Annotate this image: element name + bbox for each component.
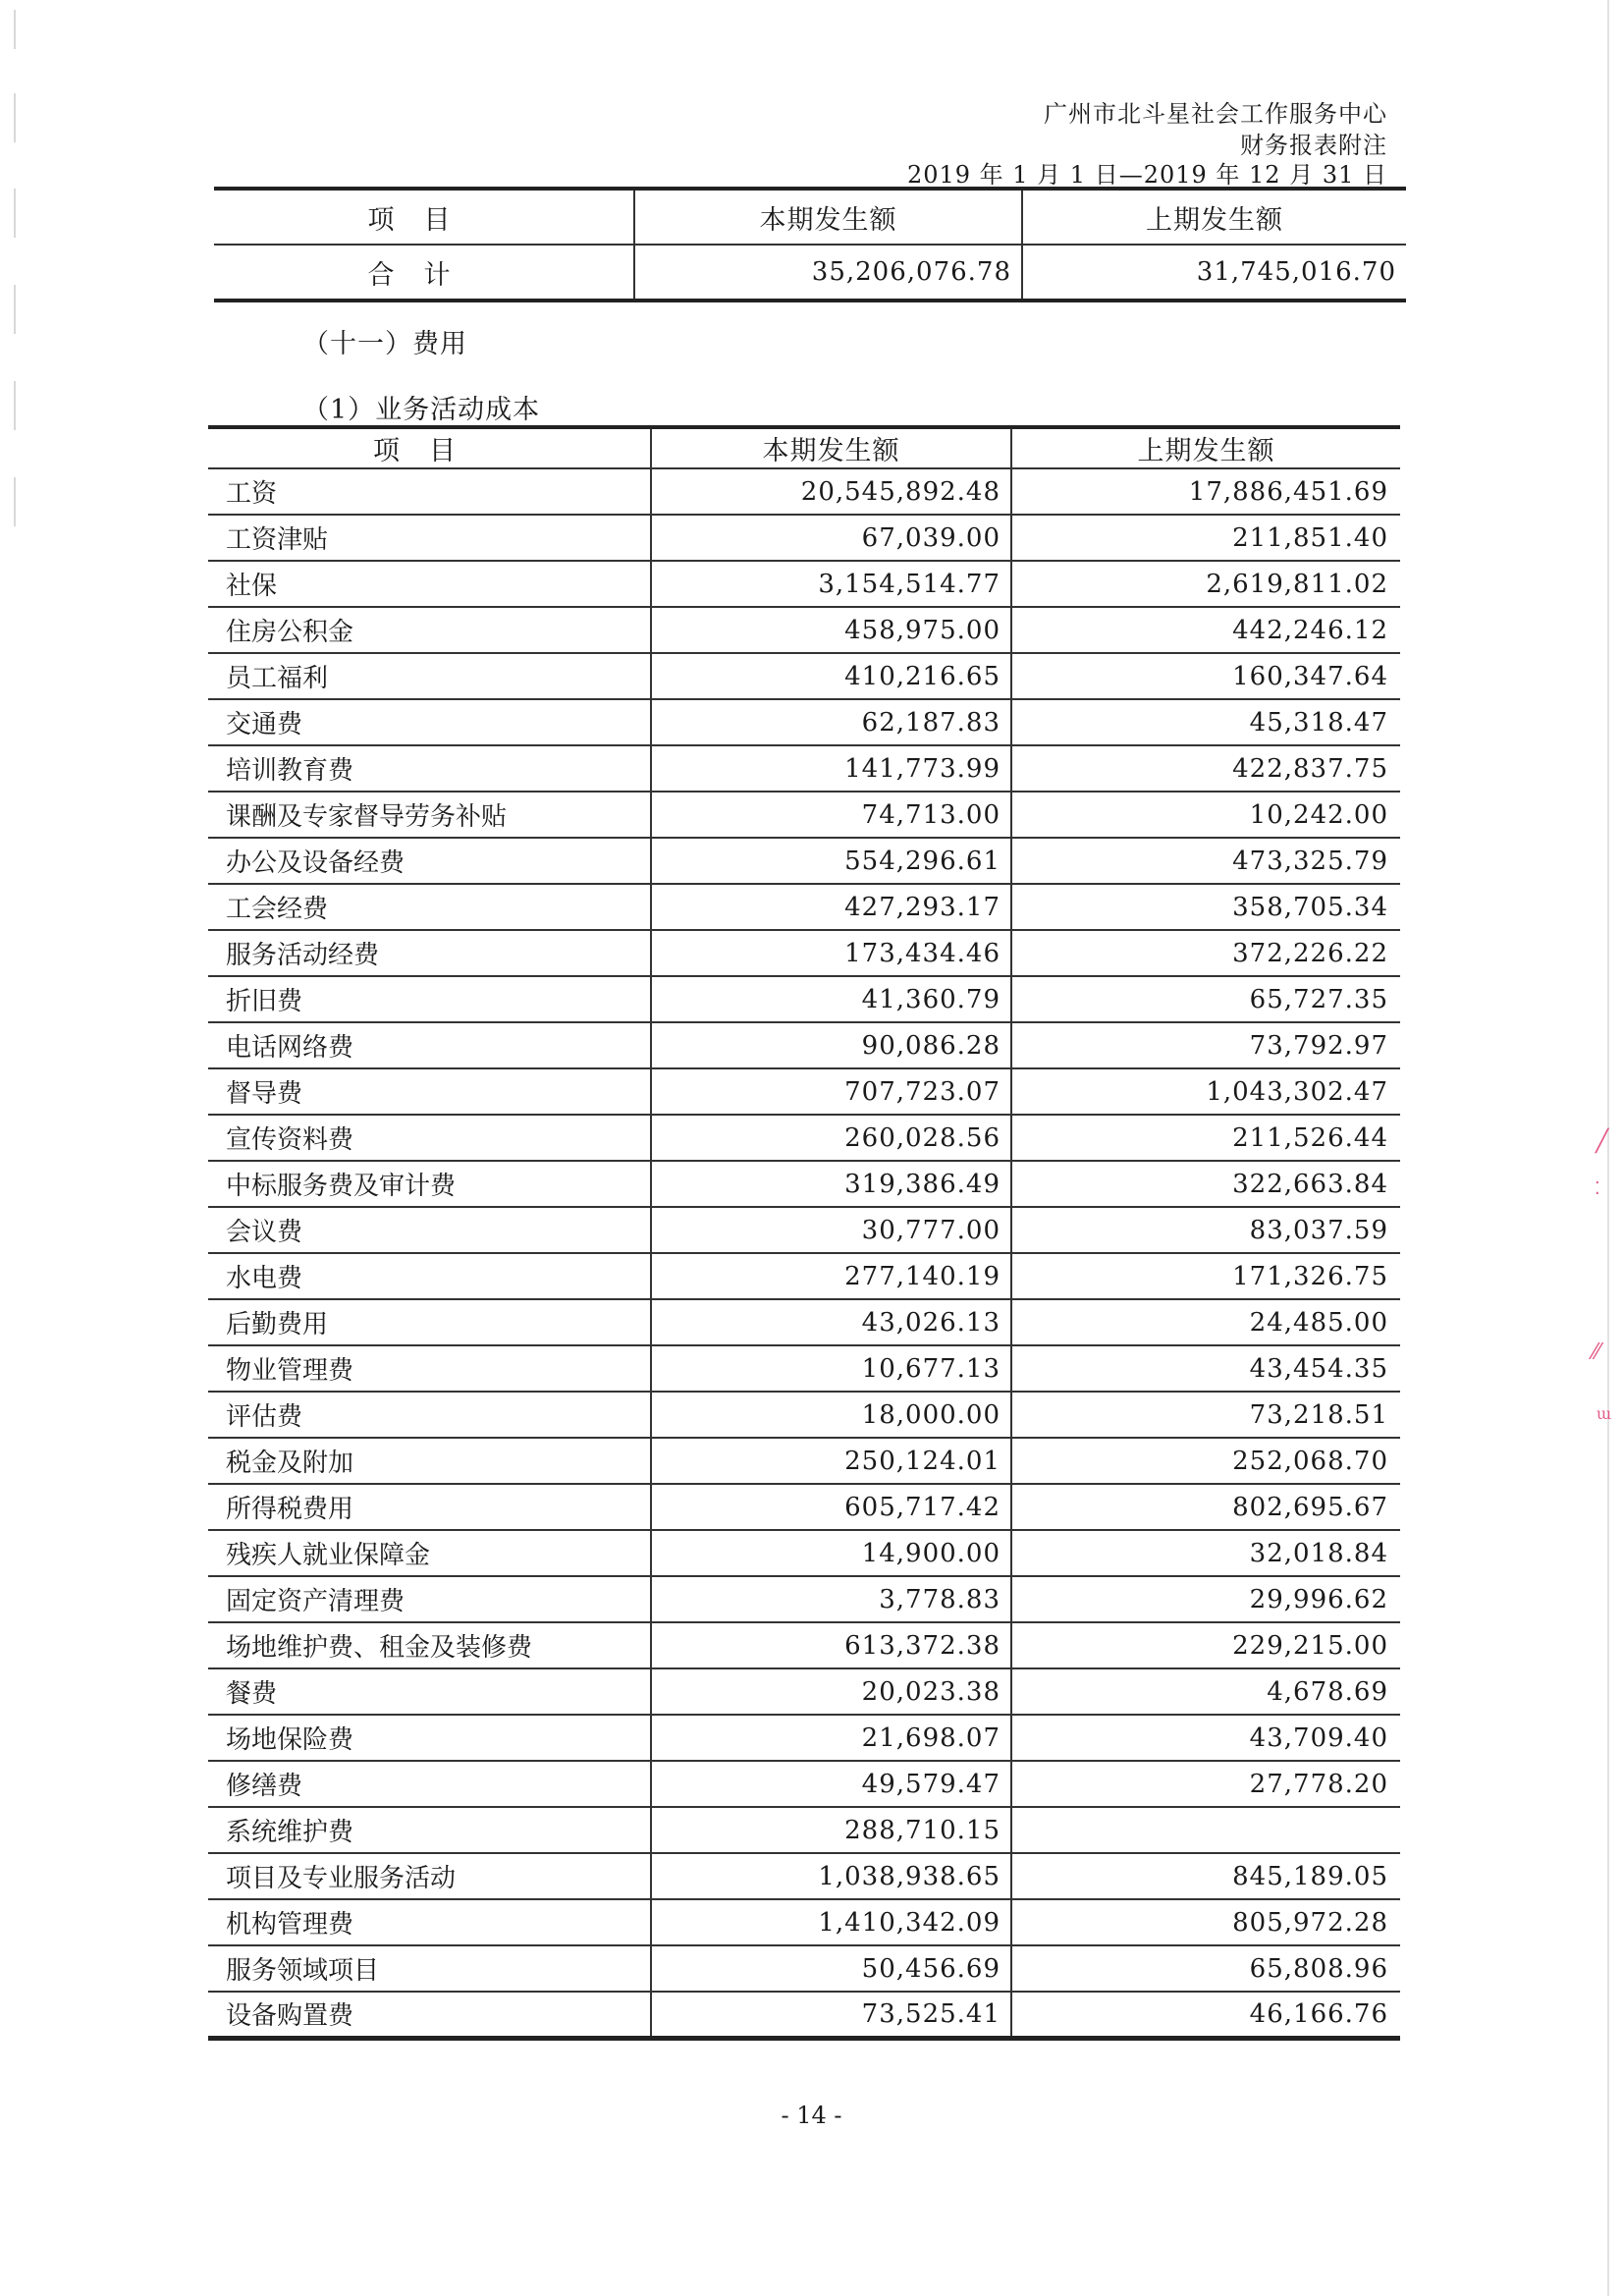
row-previous-amount: 24,485.00 [1011, 1299, 1400, 1345]
table-row [208, 838, 1400, 884]
row-current-amount: 41,360.79 [651, 976, 1011, 1022]
table-row [208, 1807, 1400, 1853]
row-current-amount: 73,525.41 [651, 1992, 1011, 2038]
scan-artifact [14, 10, 16, 49]
row-previous-amount: 422,837.75 [1011, 745, 1400, 792]
row-current-amount: 50,456.69 [651, 1945, 1011, 1992]
column-header-current: 本期发生额 [651, 427, 1011, 468]
row-current-amount: 18,000.00 [651, 1392, 1011, 1438]
row-item-label: 交通费 [208, 699, 651, 745]
seal-stamp-fragment: ⁚ [1595, 1178, 1600, 1199]
row-current-amount: 707,723.07 [651, 1068, 1011, 1115]
row-current-amount: 141,773.99 [651, 745, 1011, 792]
row-current-amount: 3,778.83 [651, 1576, 1011, 1622]
row-previous-amount: 4,678.69 [1011, 1668, 1400, 1715]
summary-table [214, 187, 1406, 302]
table-row [208, 1715, 1400, 1761]
row-item-label: 场地维护费、租金及装修费 [208, 1622, 651, 1668]
scan-artifact [14, 381, 16, 430]
table-header-row [214, 189, 1406, 245]
seal-stamp-fragment: ⁄⁄ [1593, 1340, 1600, 1365]
row-previous-amount: 802,695.67 [1011, 1484, 1400, 1530]
column-header-item: 项目 [214, 189, 634, 245]
row-current-amount: 43,026.13 [651, 1299, 1011, 1345]
seal-stamp-fragment: ɯ [1596, 1404, 1612, 1423]
row-item-label: 办公及设备经费 [208, 838, 651, 884]
table-row [208, 1207, 1400, 1253]
row-item-label: 后勤费用 [208, 1299, 651, 1345]
column-header-item: 项目 [208, 427, 651, 468]
row-current-amount: 1,038,938.65 [651, 1853, 1011, 1899]
row-item-label: 服务领域项目 [208, 1945, 651, 1992]
table-row [208, 1576, 1400, 1622]
row-item-label: 住房公积金 [208, 607, 651, 653]
row-current-amount: 20,023.38 [651, 1668, 1011, 1715]
row-item-label: 课酬及专家督导劳务补贴 [208, 792, 651, 838]
table-row [208, 1345, 1400, 1392]
row-item-label: 税金及附加 [208, 1438, 651, 1484]
row-current-amount: 62,187.83 [651, 699, 1011, 745]
row-item-label: 设备购置费 [208, 1992, 651, 2038]
table-row [208, 1299, 1400, 1345]
row-item-label: 评估费 [208, 1392, 651, 1438]
row-previous-amount: 32,018.84 [1011, 1530, 1400, 1576]
table-row [208, 1899, 1400, 1945]
row-item-label: 社保 [208, 561, 651, 607]
row-previous-amount: 805,972.28 [1011, 1899, 1400, 1945]
table-row [208, 515, 1400, 561]
scan-artifact [14, 93, 16, 142]
seal-stamp-fragment: ╱ [1596, 1129, 1609, 1154]
row-previous-amount: 845,189.05 [1011, 1853, 1400, 1899]
row-item-label: 餐费 [208, 1668, 651, 1715]
row-previous-amount: 17,886,451.69 [1011, 468, 1400, 515]
table-row [208, 468, 1400, 515]
row-previous-amount: 65,727.35 [1011, 976, 1400, 1022]
row-current-amount: 3,154,514.77 [651, 561, 1011, 607]
row-item-label: 中标服务费及审计费 [208, 1161, 651, 1207]
table-row [208, 1945, 1400, 1992]
row-item-label: 电话网络费 [208, 1022, 651, 1068]
business-activity-cost-table [208, 425, 1400, 2041]
table-row [208, 1622, 1400, 1668]
row-current-amount: 427,293.17 [651, 884, 1011, 930]
row-previous-amount: 211,851.40 [1011, 515, 1400, 561]
column-header-current: 本期发生额 [634, 189, 1022, 245]
row-current-amount: 613,372.38 [651, 1622, 1011, 1668]
row-current-amount: 410,216.65 [651, 653, 1011, 699]
row-item-label: 员工福利 [208, 653, 651, 699]
row-item-label: 残疾人就业保障金 [208, 1530, 651, 1576]
total-previous: 31,745,016.70 [1196, 257, 1396, 287]
row-previous-amount: 1,043,302.47 [1011, 1068, 1400, 1115]
row-previous-amount: 43,454.35 [1011, 1345, 1400, 1392]
table-row [208, 561, 1400, 607]
table-row [208, 792, 1400, 838]
row-previous-amount: 252,068.70 [1011, 1438, 1400, 1484]
table-row [208, 607, 1400, 653]
table-row [208, 1530, 1400, 1576]
row-previous-amount: 229,215.00 [1011, 1622, 1400, 1668]
table-row [208, 1115, 1400, 1161]
row-item-label: 系统维护费 [208, 1807, 651, 1853]
row-previous-amount: 73,218.51 [1011, 1392, 1400, 1438]
row-previous-amount: 358,705.34 [1011, 884, 1400, 930]
row-previous-amount: 473,325.79 [1011, 838, 1400, 884]
table-row [208, 1392, 1400, 1438]
table-row [208, 699, 1400, 745]
total-current: 35,206,076.78 [634, 245, 1022, 301]
table-header-row [208, 427, 1400, 468]
row-item-label: 所得税费用 [208, 1484, 651, 1530]
row-item-label: 物业管理费 [208, 1345, 651, 1392]
row-previous-amount: 160,347.64 [1011, 653, 1400, 699]
table-row [208, 1853, 1400, 1899]
total-label: 合计 [214, 245, 634, 301]
row-item-label: 水电费 [208, 1253, 651, 1299]
row-item-label: 培训教育费 [208, 745, 651, 792]
row-previous-amount: 171,326.75 [1011, 1253, 1400, 1299]
page-number: - 14 - [781, 2102, 842, 2129]
row-previous-amount: 27,778.20 [1011, 1761, 1400, 1807]
row-current-amount: 458,975.00 [651, 607, 1011, 653]
row-item-label: 服务活动经费 [208, 930, 651, 976]
row-current-amount: 74,713.00 [651, 792, 1011, 838]
row-current-amount: 49,579.47 [651, 1761, 1011, 1807]
row-previous-amount [1011, 1807, 1400, 1853]
row-item-label: 工会经费 [208, 884, 651, 930]
document-title: 财务报表附注 [1240, 132, 1387, 159]
row-current-amount: 605,717.42 [651, 1484, 1011, 1530]
row-previous-amount: 442,246.12 [1011, 607, 1400, 653]
row-previous-amount: 322,663.84 [1011, 1161, 1400, 1207]
row-current-amount: 30,777.00 [651, 1207, 1011, 1253]
row-current-amount: 260,028.56 [651, 1115, 1011, 1161]
table-row [208, 745, 1400, 792]
row-current-amount: 1,410,342.09 [651, 1899, 1011, 1945]
total-row [214, 245, 1406, 301]
row-previous-amount: 73,792.97 [1011, 1022, 1400, 1068]
table-row [208, 1438, 1400, 1484]
table-row [208, 653, 1400, 699]
row-item-label: 督导费 [208, 1068, 651, 1115]
section-subtitle: （1）业务活动成本 [302, 395, 541, 425]
table-row [208, 976, 1400, 1022]
row-item-label: 项目及专业服务活动 [208, 1853, 651, 1899]
organization-name: 广州市北斗星社会工作服务中心 [1044, 100, 1387, 128]
row-previous-amount: 43,709.40 [1011, 1715, 1400, 1761]
row-current-amount: 173,434.46 [651, 930, 1011, 976]
table-row [208, 930, 1400, 976]
row-item-label: 场地保险费 [208, 1715, 651, 1761]
table-row [208, 1253, 1400, 1299]
row-previous-amount: 83,037.59 [1011, 1207, 1400, 1253]
row-previous-amount: 211,526.44 [1011, 1115, 1400, 1161]
scan-artifact [14, 285, 16, 334]
column-header-previous: 上期发生额 [1022, 189, 1406, 245]
row-previous-amount: 65,808.96 [1011, 1945, 1400, 1992]
column-header-previous: 上期发生额 [1011, 427, 1400, 468]
row-item-label: 工资津贴 [208, 515, 651, 561]
scan-artifact [14, 189, 16, 238]
row-item-label: 固定资产清理费 [208, 1576, 651, 1622]
row-item-label: 折旧费 [208, 976, 651, 1022]
row-current-amount: 554,296.61 [651, 838, 1011, 884]
report-period: 2019 年 1 月 1 日—2019 年 12 月 31 日 [906, 161, 1387, 189]
row-current-amount: 277,140.19 [651, 1253, 1011, 1299]
row-item-label: 宣传资料费 [208, 1115, 651, 1161]
table-row [208, 884, 1400, 930]
row-current-amount: 21,698.07 [651, 1715, 1011, 1761]
row-previous-amount: 29,996.62 [1011, 1576, 1400, 1622]
table-row [208, 1068, 1400, 1115]
row-item-label: 会议费 [208, 1207, 651, 1253]
row-current-amount: 10,677.13 [651, 1345, 1011, 1392]
row-previous-amount: 10,242.00 [1011, 792, 1400, 838]
row-item-label: 机构管理费 [208, 1899, 651, 1945]
row-current-amount: 250,124.01 [651, 1438, 1011, 1484]
row-previous-amount: 2,619,811.02 [1011, 561, 1400, 607]
row-previous-amount: 46,166.76 [1249, 1998, 1388, 2029]
table-row [208, 1668, 1400, 1715]
section-title: （十一）费用 [302, 329, 467, 359]
row-current-amount: 20,545,892.48 [651, 468, 1011, 515]
row-current-amount: 67,039.00 [651, 515, 1011, 561]
row-current-amount: 14,900.00 [651, 1530, 1011, 1576]
table-row [208, 1161, 1400, 1207]
table-row [208, 1992, 1400, 2038]
table-row [208, 1761, 1400, 1807]
row-current-amount: 319,386.49 [651, 1161, 1011, 1207]
scan-artifact [14, 477, 16, 526]
row-current-amount: 90,086.28 [651, 1022, 1011, 1068]
table-row [208, 1484, 1400, 1530]
table-row [208, 1022, 1400, 1068]
row-item-label: 工资 [208, 468, 651, 515]
row-previous-amount: 372,226.22 [1011, 930, 1400, 976]
row-item-label: 修缮费 [208, 1761, 651, 1807]
row-previous-amount: 45,318.47 [1011, 699, 1400, 745]
row-current-amount: 288,710.15 [651, 1807, 1011, 1853]
